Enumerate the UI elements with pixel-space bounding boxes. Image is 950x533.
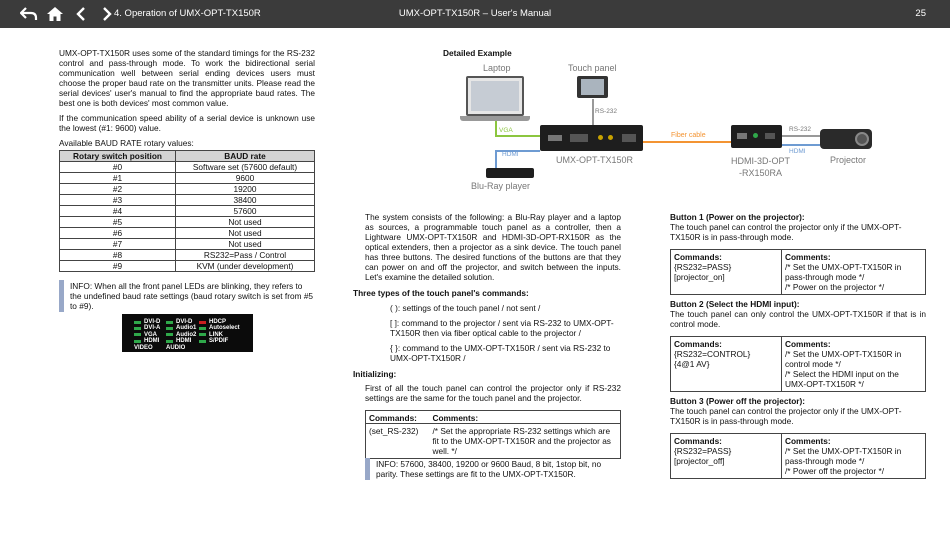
led-label: Audio1: [176, 325, 197, 332]
table-cell: 38400: [176, 195, 315, 206]
led-green: [134, 333, 141, 336]
page-number: 25: [915, 8, 926, 19]
led-green: [134, 321, 141, 324]
command-types-heading: Three types of the touch panel's commands:: [353, 288, 529, 298]
command-text: {RS232=PASS} [projector_on]: [674, 262, 732, 282]
button3-heading: Button 3 (Power off the projector):: [670, 396, 806, 406]
led-label: HDMI: [144, 338, 160, 345]
baud-rate-table: [59, 150, 315, 272]
rx-label-line2: -RX150RA: [738, 168, 783, 178]
baud-unknown-paragraph: If the communication speed ability of a serial device is unknown use the lowest (#1: 9600) value.: [59, 113, 315, 133]
table-cell: #2: [60, 184, 176, 195]
led-green: [199, 327, 206, 330]
rx-label-line1: HDMI-3D-OPT: [731, 156, 790, 166]
table-cell: Not used: [176, 239, 315, 250]
table-cell: #6: [60, 228, 176, 239]
button1-command-table: [670, 249, 926, 295]
column-header: BAUD rate: [176, 151, 315, 162]
led-green: [166, 327, 173, 330]
table-row: [60, 173, 315, 184]
comment-text: /* Set the UMX-OPT-TX150R in pass-through mode */ /* Power off the projector */: [785, 446, 902, 476]
hdmi-output-wire: [782, 144, 820, 146]
table-cell: #4: [60, 206, 176, 217]
led-group-label: VIDEO: [134, 345, 153, 351]
right-column: [670, 212, 926, 479]
touch-panel-icon: [577, 76, 608, 98]
table-cell: Software set (57600 default): [176, 162, 315, 173]
baud-intro-paragraph: UMX-OPT-TX150R uses some of the standard timings for the RS-232 control and pass-through mode. To work the bidirectional serial communication well between serial ending devices users must choose the proper baud rate on the transmitter units. Please read the serial devices' user's manual to find the appropriate baud rates. The best one is both devices' most common value.: [59, 48, 315, 108]
command-text: {RS232=PASS} [projector_off]: [674, 446, 732, 466]
led-green: [166, 321, 173, 324]
led-label: DVI-A: [144, 325, 161, 332]
projector-icon: [820, 129, 872, 149]
chapter-title: 4. Operation of UMX-OPT-TX150R: [114, 8, 261, 19]
table-row: [366, 411, 621, 424]
header-text: Comments:: [785, 252, 831, 262]
header-text: Commands:: [674, 339, 722, 349]
rx-device-icon: [731, 125, 782, 148]
command-cell: [671, 337, 782, 392]
header-text: Commands:: [369, 413, 417, 423]
init-command-table: [365, 410, 621, 459]
table-row: [60, 250, 315, 261]
projector-label: Projector: [830, 155, 867, 165]
command-header: [366, 411, 430, 424]
vga-wire: [495, 135, 540, 137]
led-label: Audio2: [176, 331, 197, 338]
button1-description: The touch panel can control the projector only if the UMX-OPT-TX150R is in pass-through mode.: [670, 222, 902, 242]
laptop-icon: [466, 76, 524, 116]
document-title: UMX-OPT-TX150R – User's Manual: [398, 8, 552, 19]
table-cell: #5: [60, 217, 176, 228]
system-description: The system consists of the following: a Blu-Ray player and a laptop as sources, a programmable touch panel as a controller, then a Lightware UMX-OPT-TX150R and HDMI-3D-OPT-RX150R as the optical extenders, then a projector as a sink device. The touch panel has three buttons. The desired functions of the buttons are that they can power on and off the projector, and switch between the inputs. Let's examine the detailed solution.: [365, 212, 621, 282]
rs232-output-wire: [782, 135, 820, 137]
led-green: [166, 333, 173, 336]
led-label: DVI-D: [144, 319, 161, 325]
command-text: {RS232=CONTROL} {4@1 AV}: [674, 349, 751, 369]
table-row: [671, 337, 926, 392]
button3-description: The touch panel can control the projector only if the UMX-OPT-TX150R is in pass-through mode.: [670, 406, 902, 426]
table-row: [60, 261, 315, 272]
table-row: [60, 228, 315, 239]
header-text: Comments:: [785, 436, 831, 446]
command-cell: (set_RS-232): [366, 424, 430, 459]
table-cell: 19200: [176, 184, 315, 195]
led-green: [134, 327, 141, 330]
led-green: [134, 340, 141, 343]
comment-cell: [782, 337, 926, 392]
hdmi-output-label: HDMI: [789, 148, 806, 155]
top-bar: [0, 0, 950, 28]
initializing-paragraph: First of all the touch panel can control the projector only if RS-232 settings are the same for the touch panel and the projector.: [365, 383, 621, 403]
vga-label: VGA: [499, 127, 513, 134]
table-cell: #1: [60, 173, 176, 184]
led-label: S/PDIF: [209, 338, 229, 345]
column-header: Rotary switch position: [60, 151, 176, 162]
button2-command-table: [670, 336, 926, 392]
fiber-wire: [643, 141, 731, 143]
command-type-item: [ ]: command to the projector / sent via RS-232 to UMX-OPT-TX150R then via fiber optical cable to the projector /: [390, 318, 614, 338]
led-column-status: [199, 319, 240, 345]
baud-values-caption: Available BAUD RATE rotary values:: [59, 138, 194, 148]
middle-column: [353, 212, 621, 403]
table-cell: #3: [60, 195, 176, 206]
comment-cell: [782, 434, 926, 479]
button2-heading: Button 2 (Select the HDMI input):: [670, 299, 800, 309]
table-cell: Not used: [176, 228, 315, 239]
table-row: [671, 250, 926, 295]
table-cell: #9: [60, 261, 176, 272]
button3-command-table: [670, 433, 926, 479]
tx-device-icon: [540, 125, 643, 151]
led-group-label: AUDIO: [166, 345, 186, 351]
table-row: [60, 162, 315, 173]
led-green: [199, 340, 206, 343]
table-row: [60, 239, 315, 250]
led-label: Autoselect: [209, 325, 240, 332]
rs232-wire: [592, 99, 594, 125]
table-row: [60, 206, 315, 217]
table-header-row: [60, 151, 315, 162]
comment-text: /* Set the UMX-OPT-TX150R in pass-through mode */ /* Power on the projector */: [785, 262, 902, 292]
blu-ray-label: Blu-Ray player: [471, 181, 531, 191]
table-cell: Not used: [176, 217, 315, 228]
led-label: HDMI: [176, 338, 192, 345]
rs232-label: RS-232: [595, 108, 618, 115]
hdmi-input-label: HDMI: [502, 151, 519, 158]
fiber-label: Fiber cable: [671, 132, 706, 139]
table-cell: #0: [60, 162, 176, 173]
table-cell: 9600: [176, 173, 315, 184]
table-cell: #7: [60, 239, 176, 250]
table-cell: RS232=Pass / Control: [176, 250, 315, 261]
command-type-item: ( ): settings of the touch panel / not sent /: [390, 303, 541, 313]
header-text: Comments:: [432, 413, 479, 423]
led-label: LINK: [209, 331, 223, 338]
comment-cell: /* Set the appropriate RS-232 settings which are fit to the UMX-OPT-TX150R and the projector as well. */: [430, 424, 621, 459]
led-label: VGA: [144, 331, 158, 338]
led-column-video: [134, 319, 160, 345]
led-label: HDCP: [209, 319, 227, 325]
comment-header: [430, 411, 621, 424]
led-green: [199, 333, 206, 336]
comment-text: /* Set the UMX-OPT-TX150R in control mode */ /* Select the HDMI input on the UMX-OPT-TX150R */: [785, 349, 902, 389]
table-row: [60, 184, 315, 195]
command-cell: [671, 250, 782, 295]
led-label: DVI-D: [176, 319, 193, 325]
header-text: Comments:: [785, 339, 831, 349]
table-row: [366, 424, 621, 459]
laptop-label: Laptop: [483, 63, 511, 73]
table-row: [60, 217, 315, 228]
tx-label: UMX-OPT-TX150R: [556, 155, 634, 165]
led-red: [199, 321, 206, 324]
led-column-audio: [166, 319, 196, 345]
left-column: [59, 48, 315, 272]
table-cell: KVM (under development): [176, 261, 315, 272]
table-cell: #8: [60, 250, 176, 261]
header-text: Commands:: [674, 436, 722, 446]
table-cell: 57600: [176, 206, 315, 217]
command-cell: [671, 434, 782, 479]
initializing-heading: Initializing:: [353, 369, 397, 379]
rs232-output-label: RS-232: [789, 126, 812, 133]
hdmi-wire-vertical: [495, 150, 497, 168]
diagram-title: Detailed Example: [443, 48, 512, 58]
led-green: [166, 340, 173, 343]
info-box-settings: INFO: 57600, 38400, 19200 or 9600 Baud, 8 bit, 1stop bit, no parity. These settings are fit to the UMX-OPT-TX150R.: [365, 458, 621, 480]
front-panel-led-image: [122, 314, 253, 352]
blu-ray-icon: [486, 168, 534, 178]
button2-description: The touch panel can only control the UMX-OPT-TX150R if that is in control mode.: [670, 309, 926, 329]
button1-heading: Button 1 (Power on the projector):: [670, 212, 805, 222]
info-box-led: INFO: When all the front panel LEDs are blinking, they refers to the undefined baud rate settings (baud rotary switch is set from #5 to #9).: [59, 280, 315, 312]
rx-label: [731, 155, 790, 179]
touch-panel-label: Touch panel: [568, 63, 617, 73]
table-row: [60, 195, 315, 206]
comment-cell: [782, 250, 926, 295]
command-type-item: { }: command to the UMX-OPT-TX150R / sent via RS-232 to UMX-OPT-TX150R /: [390, 343, 611, 363]
table-row: [671, 434, 926, 479]
header-text: Commands:: [674, 252, 722, 262]
vga-wire-vertical: [495, 121, 497, 135]
